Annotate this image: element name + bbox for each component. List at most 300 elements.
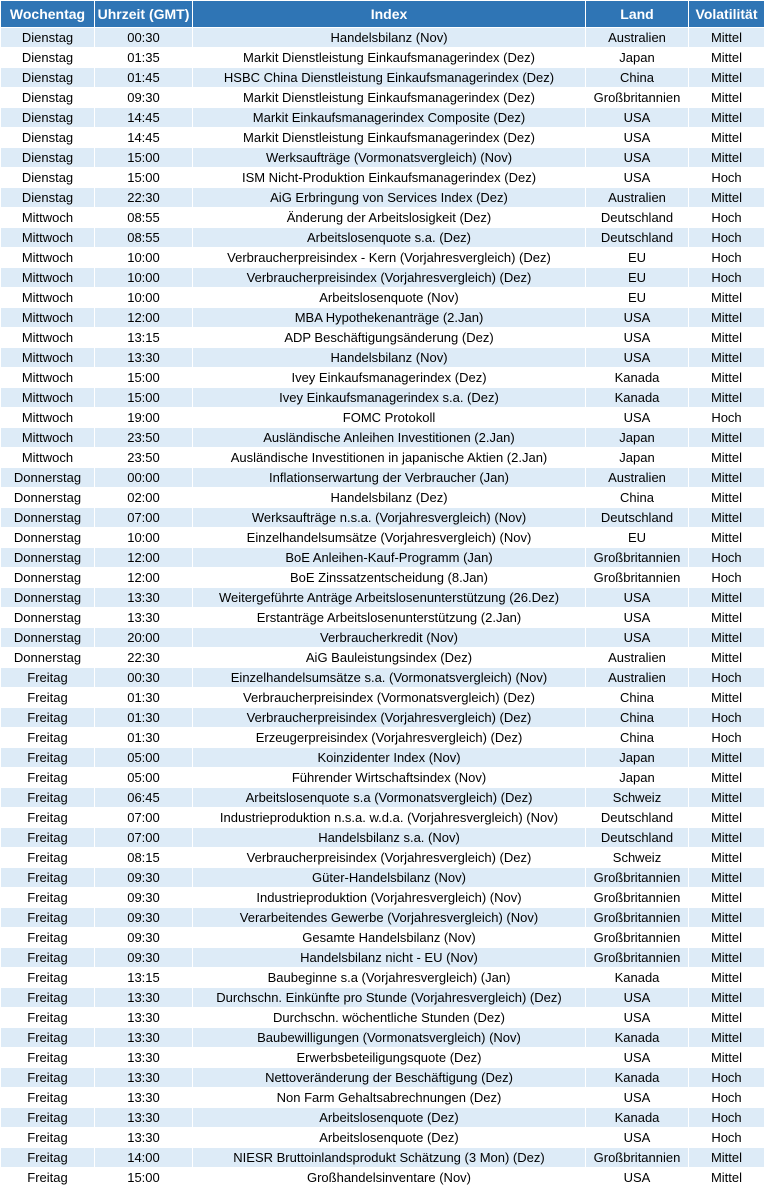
cell-volatilitaet: Mittel <box>689 488 764 508</box>
cell-land: Japan <box>586 448 689 468</box>
table-row <box>1 788 764 808</box>
cell-volatilitaet: Mittel <box>689 328 764 348</box>
header-uhrzeit: Uhrzeit (GMT) <box>95 1 193 28</box>
table-row <box>1 548 764 568</box>
cell-uhrzeit: 01:30 <box>95 728 193 748</box>
cell-wochentag: Freitag <box>1 768 95 788</box>
cell-wochentag: Dienstag <box>1 128 95 148</box>
cell-land: China <box>586 728 689 748</box>
table-row <box>1 408 764 428</box>
cell-land: USA <box>586 148 689 168</box>
cell-index: Verbraucherpreisindex (Vorjahresvergleich) (Dez) <box>193 268 586 288</box>
cell-wochentag: Dienstag <box>1 68 95 88</box>
table-row <box>1 68 764 88</box>
table-row <box>1 228 764 248</box>
cell-wochentag: Freitag <box>1 888 95 908</box>
cell-land: Kanada <box>586 1028 689 1048</box>
cell-volatilitaet: Mittel <box>689 768 764 788</box>
cell-index: Führender Wirtschaftsindex (Nov) <box>193 768 586 788</box>
table-row <box>1 308 764 328</box>
table-row <box>1 928 764 948</box>
cell-index: Handelsbilanz (Nov) <box>193 28 586 48</box>
table-row <box>1 728 764 748</box>
cell-uhrzeit: 13:30 <box>95 1088 193 1108</box>
header-volatilitaet: Volatilität <box>689 1 764 28</box>
cell-volatilitaet: Mittel <box>689 388 764 408</box>
cell-land: USA <box>586 408 689 428</box>
cell-uhrzeit: 15:00 <box>95 388 193 408</box>
table-row <box>1 768 764 788</box>
cell-index: Inflationserwartung der Verbraucher (Jan) <box>193 468 586 488</box>
cell-index: MBA Hypothekenanträge (2.Jan) <box>193 308 586 328</box>
cell-wochentag: Mittwoch <box>1 268 95 288</box>
cell-index: Erstanträge Arbeitslosenunterstützung (2.Jan) <box>193 608 586 628</box>
cell-index: Einzelhandelsumsätze (Vorjahresvergleich) (Nov) <box>193 528 586 548</box>
cell-volatilitaet: Mittel <box>689 948 764 968</box>
table-row <box>1 528 764 548</box>
cell-volatilitaet: Mittel <box>689 1168 764 1188</box>
cell-index: Markit Dienstleistung Einkaufsmanagerindex (Dez) <box>193 88 586 108</box>
cell-index: NIESR Bruttoinlandsprodukt Schätzung (3 Mon) (Dez) <box>193 1148 586 1168</box>
cell-volatilitaet: Mittel <box>689 588 764 608</box>
cell-uhrzeit: 09:30 <box>95 868 193 888</box>
cell-uhrzeit: 10:00 <box>95 268 193 288</box>
table-row <box>1 48 764 68</box>
cell-wochentag: Mittwoch <box>1 348 95 368</box>
table-row <box>1 688 764 708</box>
table-row <box>1 348 764 368</box>
cell-index: Arbeitslosenquote s.a. (Dez) <box>193 228 586 248</box>
cell-uhrzeit: 23:50 <box>95 448 193 468</box>
cell-volatilitaet: Mittel <box>689 1048 764 1068</box>
cell-uhrzeit: 01:35 <box>95 48 193 68</box>
cell-index: Markit Einkaufsmanagerindex Composite (Dez) <box>193 108 586 128</box>
cell-uhrzeit: 22:30 <box>95 188 193 208</box>
cell-wochentag: Dienstag <box>1 88 95 108</box>
table-row <box>1 188 764 208</box>
table-row <box>1 708 764 728</box>
cell-wochentag: Mittwoch <box>1 448 95 468</box>
cell-index: Arbeitslosenquote (Dez) <box>193 1108 586 1128</box>
cell-wochentag: Mittwoch <box>1 428 95 448</box>
table-row <box>1 1148 764 1168</box>
cell-wochentag: Freitag <box>1 1088 95 1108</box>
cell-uhrzeit: 13:30 <box>95 1108 193 1128</box>
cell-land: Schweiz <box>586 788 689 808</box>
cell-wochentag: Mittwoch <box>1 328 95 348</box>
cell-wochentag: Freitag <box>1 1028 95 1048</box>
cell-land: EU <box>586 288 689 308</box>
cell-land: Australien <box>586 668 689 688</box>
table-row <box>1 888 764 908</box>
cell-volatilitaet: Mittel <box>689 808 764 828</box>
cell-land: Großbritannien <box>586 868 689 888</box>
cell-volatilitaet: Mittel <box>689 688 764 708</box>
cell-wochentag: Mittwoch <box>1 308 95 328</box>
table-row <box>1 588 764 608</box>
cell-volatilitaet: Mittel <box>689 628 764 648</box>
cell-index: Handelsbilanz (Dez) <box>193 488 586 508</box>
cell-uhrzeit: 15:00 <box>95 368 193 388</box>
cell-uhrzeit: 13:30 <box>95 1068 193 1088</box>
table-row <box>1 248 764 268</box>
cell-wochentag: Donnerstag <box>1 528 95 548</box>
cell-index: BoE Zinssatzentscheidung (8.Jan) <box>193 568 586 588</box>
table-row <box>1 328 764 348</box>
table-row <box>1 268 764 288</box>
table-row <box>1 168 764 188</box>
cell-volatilitaet: Hoch <box>689 268 764 288</box>
cell-uhrzeit: 13:30 <box>95 348 193 368</box>
cell-land: Kanada <box>586 368 689 388</box>
cell-wochentag: Mittwoch <box>1 228 95 248</box>
cell-wochentag: Freitag <box>1 1048 95 1068</box>
cell-uhrzeit: 10:00 <box>95 528 193 548</box>
table-row <box>1 428 764 448</box>
cell-index: BoE Anleihen-Kauf-Programm (Jan) <box>193 548 586 568</box>
cell-uhrzeit: 13:30 <box>95 608 193 628</box>
cell-uhrzeit: 05:00 <box>95 748 193 768</box>
cell-wochentag: Freitag <box>1 688 95 708</box>
cell-uhrzeit: 12:00 <box>95 308 193 328</box>
cell-index: Durchschn. wöchentliche Stunden (Dez) <box>193 1008 586 1028</box>
cell-land: Deutschland <box>586 828 689 848</box>
cell-uhrzeit: 13:30 <box>95 1028 193 1048</box>
cell-volatilitaet: Hoch <box>689 708 764 728</box>
cell-index: Ivey Einkaufsmanagerindex s.a. (Dez) <box>193 388 586 408</box>
cell-wochentag: Donnerstag <box>1 508 95 528</box>
cell-index: Verbraucherkredit (Nov) <box>193 628 586 648</box>
cell-land: Schweiz <box>586 848 689 868</box>
cell-index: Einzelhandelsumsätze s.a. (Vormonatsvergleich) (Nov) <box>193 668 586 688</box>
cell-uhrzeit: 20:00 <box>95 628 193 648</box>
cell-volatilitaet: Hoch <box>689 1068 764 1088</box>
cell-land: USA <box>586 628 689 648</box>
table-row <box>1 1168 764 1188</box>
cell-index: Verarbeitendes Gewerbe (Vorjahresvergleich) (Nov) <box>193 908 586 928</box>
header-row <box>1 1 764 28</box>
header-land: Land <box>586 1 689 28</box>
cell-land: USA <box>586 988 689 1008</box>
cell-volatilitaet: Mittel <box>689 188 764 208</box>
cell-land: USA <box>586 128 689 148</box>
cell-uhrzeit: 19:00 <box>95 408 193 428</box>
cell-volatilitaet: Hoch <box>689 1108 764 1128</box>
cell-wochentag: Mittwoch <box>1 208 95 228</box>
cell-uhrzeit: 09:30 <box>95 908 193 928</box>
cell-land: Japan <box>586 428 689 448</box>
cell-land: USA <box>586 108 689 128</box>
cell-uhrzeit: 07:00 <box>95 508 193 528</box>
cell-wochentag: Freitag <box>1 1008 95 1028</box>
cell-volatilitaet: Mittel <box>689 1008 764 1028</box>
cell-uhrzeit: 10:00 <box>95 248 193 268</box>
cell-volatilitaet: Mittel <box>689 788 764 808</box>
cell-land: Japan <box>586 768 689 788</box>
cell-volatilitaet: Mittel <box>689 968 764 988</box>
cell-uhrzeit: 07:00 <box>95 808 193 828</box>
cell-uhrzeit: 02:00 <box>95 488 193 508</box>
cell-land: Großbritannien <box>586 548 689 568</box>
cell-land: USA <box>586 608 689 628</box>
cell-uhrzeit: 13:30 <box>95 1128 193 1148</box>
cell-index: ISM Nicht-Produktion Einkaufsmanagerindex (Dez) <box>193 168 586 188</box>
cell-land: Großbritannien <box>586 928 689 948</box>
cell-uhrzeit: 00:30 <box>95 668 193 688</box>
cell-volatilitaet: Hoch <box>689 1128 764 1148</box>
cell-wochentag: Donnerstag <box>1 648 95 668</box>
table-row <box>1 388 764 408</box>
cell-uhrzeit: 23:50 <box>95 428 193 448</box>
header-index: Index <box>193 1 586 28</box>
cell-wochentag: Freitag <box>1 1168 95 1188</box>
cell-index: Markit Dienstleistung Einkaufsmanagerindex (Dez) <box>193 128 586 148</box>
cell-wochentag: Donnerstag <box>1 548 95 568</box>
table-row <box>1 368 764 388</box>
cell-wochentag: Mittwoch <box>1 368 95 388</box>
cell-uhrzeit: 13:30 <box>95 1048 193 1068</box>
cell-uhrzeit: 09:30 <box>95 888 193 908</box>
table-row <box>1 88 764 108</box>
cell-wochentag: Dienstag <box>1 28 95 48</box>
cell-uhrzeit: 01:45 <box>95 68 193 88</box>
cell-index: Arbeitslosenquote (Dez) <box>193 1128 586 1148</box>
cell-index: Handelsbilanz s.a. (Nov) <box>193 828 586 848</box>
cell-wochentag: Freitag <box>1 808 95 828</box>
cell-wochentag: Mittwoch <box>1 388 95 408</box>
cell-land: Kanada <box>586 388 689 408</box>
cell-wochentag: Freitag <box>1 928 95 948</box>
cell-land: Japan <box>586 748 689 768</box>
cell-uhrzeit: 15:00 <box>95 168 193 188</box>
cell-land: EU <box>586 528 689 548</box>
cell-index: Änderung der Arbeitslosigkeit (Dez) <box>193 208 586 228</box>
table-row <box>1 128 764 148</box>
cell-land: USA <box>586 588 689 608</box>
cell-land: Japan <box>586 48 689 68</box>
table-row <box>1 148 764 168</box>
cell-uhrzeit: 05:00 <box>95 768 193 788</box>
table-row <box>1 508 764 528</box>
cell-index: Durchschn. Einkünfte pro Stunde (Vorjahresvergleich) (Dez) <box>193 988 586 1008</box>
cell-volatilitaet: Hoch <box>689 728 764 748</box>
cell-land: Australien <box>586 648 689 668</box>
cell-land: Australien <box>586 28 689 48</box>
cell-wochentag: Freitag <box>1 668 95 688</box>
cell-land: China <box>586 68 689 88</box>
cell-volatilitaet: Mittel <box>689 308 764 328</box>
table-row <box>1 1028 764 1048</box>
cell-uhrzeit: 13:15 <box>95 328 193 348</box>
cell-wochentag: Dienstag <box>1 48 95 68</box>
cell-index: AiG Erbringung von Services Index (Dez) <box>193 188 586 208</box>
cell-uhrzeit: 08:55 <box>95 208 193 228</box>
cell-wochentag: Dienstag <box>1 148 95 168</box>
cell-volatilitaet: Mittel <box>689 888 764 908</box>
cell-uhrzeit: 08:15 <box>95 848 193 868</box>
cell-wochentag: Freitag <box>1 788 95 808</box>
table-row <box>1 908 764 928</box>
cell-land: Deutschland <box>586 208 689 228</box>
cell-wochentag: Freitag <box>1 1148 95 1168</box>
cell-land: USA <box>586 1008 689 1028</box>
table-row <box>1 448 764 468</box>
cell-index: Werksaufträge n.s.a. (Vorjahresvergleich) (Nov) <box>193 508 586 528</box>
cell-land: USA <box>586 348 689 368</box>
cell-wochentag: Donnerstag <box>1 488 95 508</box>
cell-land: EU <box>586 248 689 268</box>
cell-volatilitaet: Mittel <box>689 448 764 468</box>
cell-volatilitaet: Hoch <box>689 208 764 228</box>
cell-index: Baubewilligungen (Vormonatsvergleich) (Nov) <box>193 1028 586 1048</box>
cell-land: Deutschland <box>586 808 689 828</box>
cell-uhrzeit: 13:30 <box>95 588 193 608</box>
cell-index: Erzeugerpreisindex (Vorjahresvergleich) (Dez) <box>193 728 586 748</box>
cell-volatilitaet: Mittel <box>689 608 764 628</box>
cell-index: Güter-Handelsbilanz (Nov) <box>193 868 586 888</box>
cell-uhrzeit: 13:30 <box>95 1008 193 1028</box>
cell-volatilitaet: Mittel <box>689 1028 764 1048</box>
table-row <box>1 468 764 488</box>
cell-volatilitaet: Mittel <box>689 748 764 768</box>
cell-uhrzeit: 22:30 <box>95 648 193 668</box>
table-row <box>1 1108 764 1128</box>
cell-volatilitaet: Mittel <box>689 288 764 308</box>
cell-index: Verbraucherpreisindex (Vorjahresvergleich) (Dez) <box>193 848 586 868</box>
cell-volatilitaet: Mittel <box>689 148 764 168</box>
cell-volatilitaet: Hoch <box>689 668 764 688</box>
cell-wochentag: Freitag <box>1 1128 95 1148</box>
table-row <box>1 1128 764 1148</box>
cell-uhrzeit: 09:30 <box>95 928 193 948</box>
cell-volatilitaet: Hoch <box>689 408 764 428</box>
table-row <box>1 28 764 48</box>
cell-index: Markit Dienstleistung Einkaufsmanagerindex (Dez) <box>193 48 586 68</box>
cell-land: China <box>586 488 689 508</box>
cell-wochentag: Dienstag <box>1 188 95 208</box>
cell-uhrzeit: 15:00 <box>95 1168 193 1188</box>
table-row <box>1 628 764 648</box>
cell-uhrzeit: 10:00 <box>95 288 193 308</box>
cell-land: Großbritannien <box>586 908 689 928</box>
cell-land: Deutschland <box>586 508 689 528</box>
cell-land: EU <box>586 268 689 288</box>
cell-volatilitaet: Mittel <box>689 828 764 848</box>
cell-wochentag: Donnerstag <box>1 608 95 628</box>
cell-volatilitaet: Hoch <box>689 248 764 268</box>
cell-volatilitaet: Mittel <box>689 368 764 388</box>
cell-volatilitaet: Mittel <box>689 988 764 1008</box>
cell-index: Koinzidenter Index (Nov) <box>193 748 586 768</box>
cell-index: Verbraucherpreisindex (Vorjahresvergleich) (Dez) <box>193 708 586 728</box>
cell-uhrzeit: 01:30 <box>95 708 193 728</box>
cell-land: Kanada <box>586 1108 689 1128</box>
table-row <box>1 668 764 688</box>
cell-land: Großbritannien <box>586 888 689 908</box>
cell-volatilitaet: Mittel <box>689 348 764 368</box>
cell-uhrzeit: 07:00 <box>95 828 193 848</box>
cell-land: Australien <box>586 188 689 208</box>
cell-land: USA <box>586 1128 689 1148</box>
cell-volatilitaet: Mittel <box>689 108 764 128</box>
table-row <box>1 108 764 128</box>
cell-wochentag: Freitag <box>1 728 95 748</box>
cell-land: Australien <box>586 468 689 488</box>
cell-index: Arbeitslosenquote s.a (Vormonatsvergleich) (Dez) <box>193 788 586 808</box>
cell-volatilitaet: Mittel <box>689 28 764 48</box>
cell-volatilitaet: Hoch <box>689 228 764 248</box>
cell-wochentag: Donnerstag <box>1 628 95 648</box>
cell-index: Ivey Einkaufsmanagerindex (Dez) <box>193 368 586 388</box>
cell-wochentag: Freitag <box>1 868 95 888</box>
cell-wochentag: Mittwoch <box>1 288 95 308</box>
cell-uhrzeit: 09:30 <box>95 948 193 968</box>
cell-volatilitaet: Mittel <box>689 48 764 68</box>
cell-wochentag: Freitag <box>1 748 95 768</box>
table-row <box>1 868 764 888</box>
cell-uhrzeit: 08:55 <box>95 228 193 248</box>
cell-uhrzeit: 14:00 <box>95 1148 193 1168</box>
cell-land: Kanada <box>586 968 689 988</box>
cell-land: USA <box>586 328 689 348</box>
cell-volatilitaet: Hoch <box>689 1088 764 1108</box>
cell-index: Verbraucherpreisindex - Kern (Vorjahresvergleich) (Dez) <box>193 248 586 268</box>
cell-uhrzeit: 00:30 <box>95 28 193 48</box>
cell-land: Großbritannien <box>586 88 689 108</box>
cell-index: Industrieproduktion n.s.a. w.d.a. (Vorjahresvergleich) (Nov) <box>193 808 586 828</box>
cell-land: China <box>586 708 689 728</box>
cell-volatilitaet: Mittel <box>689 88 764 108</box>
cell-wochentag: Dienstag <box>1 168 95 188</box>
cell-wochentag: Dienstag <box>1 108 95 128</box>
cell-index: Industrieproduktion (Vorjahresvergleich) (Nov) <box>193 888 586 908</box>
cell-wochentag: Donnerstag <box>1 588 95 608</box>
cell-volatilitaet: Mittel <box>689 468 764 488</box>
cell-index: HSBC China Dienstleistung Einkaufsmanagerindex (Dez) <box>193 68 586 88</box>
cell-uhrzeit: 01:30 <box>95 688 193 708</box>
cell-volatilitaet: Mittel <box>689 848 764 868</box>
cell-uhrzeit: 15:00 <box>95 148 193 168</box>
cell-wochentag: Freitag <box>1 948 95 968</box>
cell-land: Kanada <box>586 1068 689 1088</box>
cell-wochentag: Freitag <box>1 1068 95 1088</box>
cell-wochentag: Freitag <box>1 828 95 848</box>
cell-volatilitaet: Mittel <box>689 908 764 928</box>
cell-index: Ausländische Anleihen Investitionen (2.Jan) <box>193 428 586 448</box>
cell-index: Gesamte Handelsbilanz (Nov) <box>193 928 586 948</box>
cell-land: China <box>586 688 689 708</box>
cell-wochentag: Freitag <box>1 708 95 728</box>
table-row <box>1 1068 764 1088</box>
cell-volatilitaet: Hoch <box>689 168 764 188</box>
cell-index: Baubeginne s.a (Vorjahresvergleich) (Jan) <box>193 968 586 988</box>
cell-wochentag: Freitag <box>1 988 95 1008</box>
cell-volatilitaet: Mittel <box>689 68 764 88</box>
table-row <box>1 848 764 868</box>
cell-volatilitaet: Mittel <box>689 928 764 948</box>
cell-land: USA <box>586 1088 689 1108</box>
table-row <box>1 968 764 988</box>
cell-volatilitaet: Hoch <box>689 548 764 568</box>
cell-uhrzeit: 14:45 <box>95 128 193 148</box>
cell-land: Großbritannien <box>586 1148 689 1168</box>
cell-index: Non Farm Gehaltsabrechnungen (Dez) <box>193 1088 586 1108</box>
cell-uhrzeit: 12:00 <box>95 568 193 588</box>
cell-land: Großbritannien <box>586 948 689 968</box>
cell-index: Handelsbilanz (Nov) <box>193 348 586 368</box>
cell-index: Handelsbilanz nicht - EU (Nov) <box>193 948 586 968</box>
cell-index: Großhandelsinventare (Nov) <box>193 1168 586 1188</box>
